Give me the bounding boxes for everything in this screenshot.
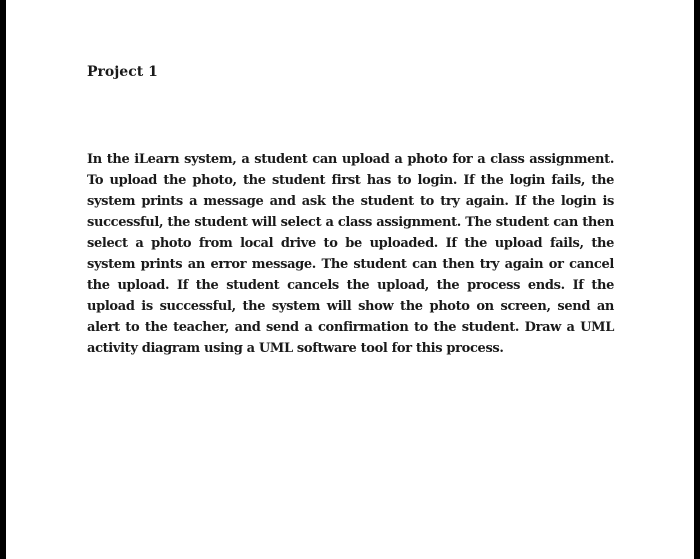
document-body: In the iLearn system, a student can upload a photo for a class assignment. To upload the photo, the student first has to login. If the login fails, the system prints a message and ask the student to try again. If the login is successful, the student will select a class assignment. The student can then select a photo from local drive to be uploaded. If the upload fails, the system prints an error message. The student can then try again or cancel the upload. If the student cancels the upload, the process ends. If the upload is successful, the system will show the photo on screen, send an alert to the teacher, and send a confirmation to the student. Draw a UML activity diagram using a UML software tool for this process. [87, 152, 614, 356]
document-title: Project 1 [87, 64, 158, 80]
document-page [6, 0, 694, 559]
